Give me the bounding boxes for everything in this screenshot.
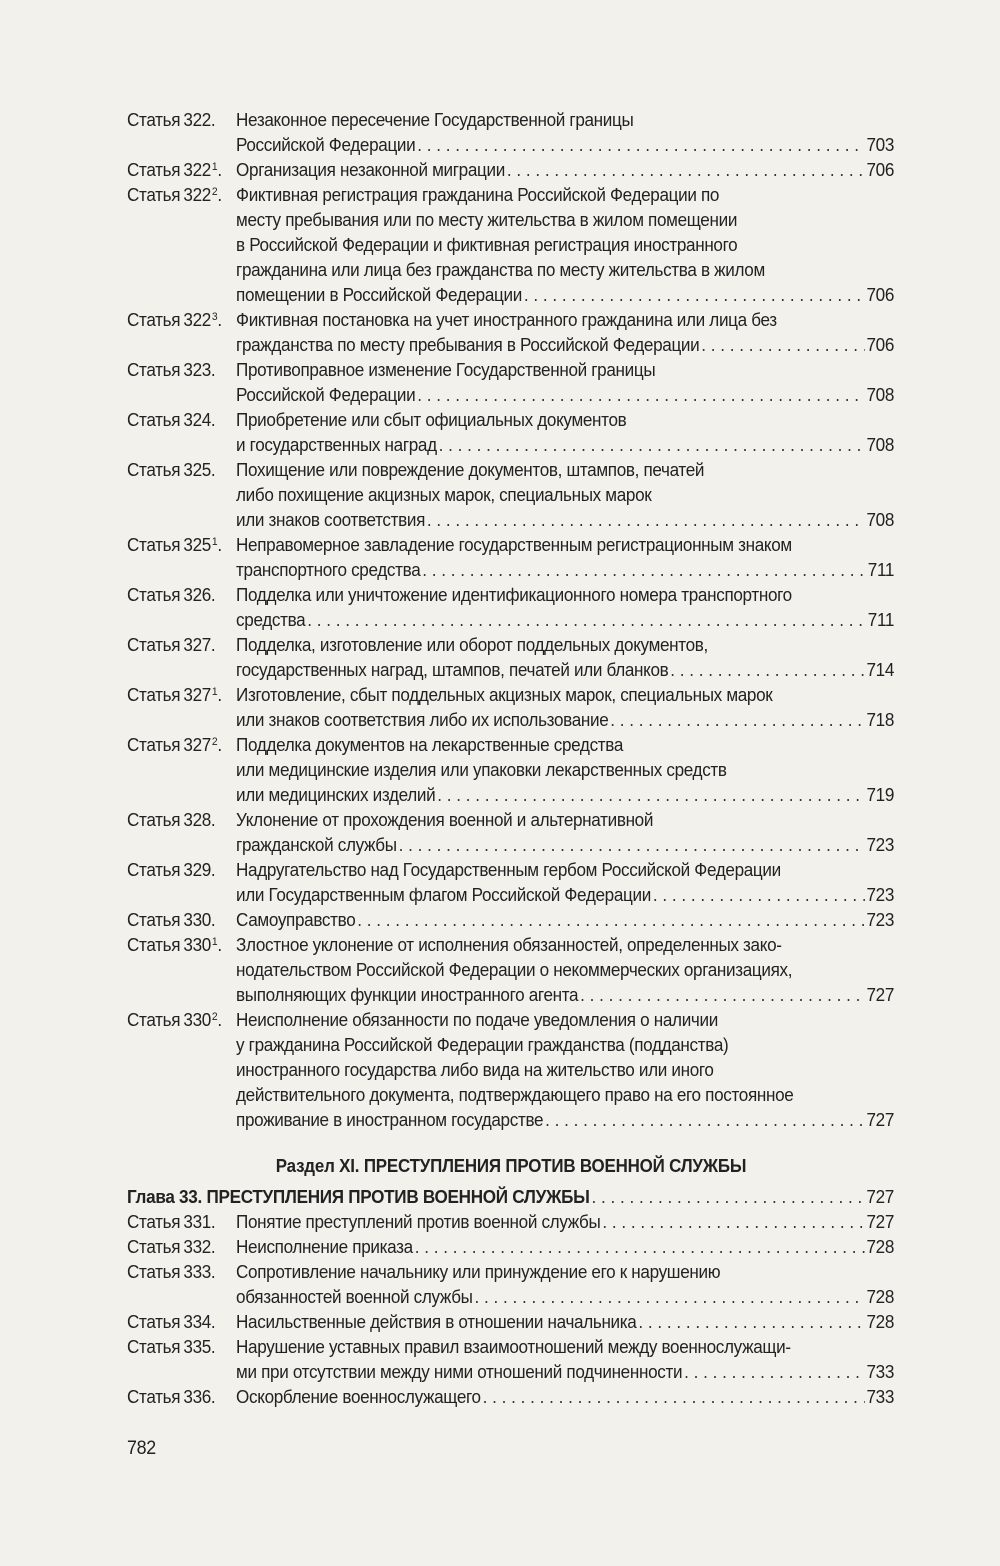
article-title xyxy=(236,533,894,583)
article-number-main: 327. xyxy=(183,635,216,655)
chapter-page: 727 xyxy=(866,1187,895,1207)
page-number: 782 xyxy=(127,1438,156,1459)
article-label: Статья xyxy=(127,810,181,830)
toc-page xyxy=(127,108,895,1410)
article-title-line: в Российской Федерации и фиктивная регистрация иностранного xyxy=(236,235,738,255)
article-title-text: или медицинских изделий xyxy=(236,785,436,805)
article-title-line: Подделка документов на лекарственные средства xyxy=(236,735,624,755)
article-title-last-line xyxy=(236,1235,894,1260)
article-number-superscript: 2 xyxy=(211,1011,218,1023)
article-title-line: Незаконное пересечение Государственной границы xyxy=(236,110,634,130)
article-number xyxy=(183,158,236,183)
page-ref: 714 xyxy=(866,660,895,680)
article-number-main: 322 xyxy=(183,160,211,180)
toc-entry[interactable] xyxy=(127,808,894,858)
article-title xyxy=(236,1235,894,1260)
article-title-last-line xyxy=(236,333,894,358)
leader-dots xyxy=(417,383,864,408)
article-number xyxy=(183,358,236,408)
leader-dots xyxy=(602,1210,864,1235)
article-title-line: Фиктивная постановка на учет иностранного гражданина или лица без xyxy=(236,310,777,330)
article-label: Статья xyxy=(127,160,181,180)
toc-entry[interactable] xyxy=(127,1310,894,1335)
article-title-text: или знаков соответствия xyxy=(236,510,426,530)
article-number xyxy=(183,858,236,908)
article-title-text: Организация незаконной миграции xyxy=(236,160,505,180)
article-number xyxy=(183,808,236,858)
page-ref: 723 xyxy=(866,835,895,855)
article-title-line: гражданина или лица без гражданства по месту жительства в жилом xyxy=(236,260,765,280)
article-number-main: 327 xyxy=(183,685,211,705)
page-ref: 719 xyxy=(866,785,895,805)
page-ref: 727 xyxy=(866,1110,895,1130)
article-number-suffix: . xyxy=(217,310,222,330)
toc-entry[interactable] xyxy=(127,308,894,358)
toc-entry[interactable] xyxy=(127,1385,894,1410)
article-number xyxy=(183,1385,236,1410)
article-title-last-line xyxy=(236,608,894,633)
section-heading: Раздел XI. ПРЕСТУПЛЕНИЯ ПРОТИВ ВОЕННОЙ СЛУЖБЫ xyxy=(275,1155,747,1176)
article-title-text: или знаков соответствия либо их использование xyxy=(236,710,609,730)
leader-dots xyxy=(701,333,864,358)
page-ref: 711 xyxy=(867,560,895,580)
article-number-superscript: 2 xyxy=(211,736,218,748)
article-number-superscript: 3 xyxy=(211,311,218,323)
article-title-line: Сопротивление начальнику или принуждение его к нарушению xyxy=(236,1262,721,1282)
toc-entry[interactable] xyxy=(127,633,894,683)
article-title-text: Оскорбление военнослужащего xyxy=(236,1387,481,1407)
page-ref: 706 xyxy=(866,335,895,355)
article-title-line: Фиктивная регистрация гражданина Российской Федерации по xyxy=(236,185,720,205)
article-label: Статья xyxy=(127,860,181,880)
page-ref: 733 xyxy=(866,1387,895,1407)
article-number-main: 322 xyxy=(183,185,211,205)
article-title-line: Похищение или повреждение документов, штампов, печатей xyxy=(236,460,705,480)
article-label: Статья xyxy=(127,460,181,480)
article-number-main: 330 xyxy=(183,1010,211,1030)
article-number-suffix: . xyxy=(217,1010,222,1030)
article-label: Статья xyxy=(127,1337,181,1357)
article-number-main: 330 xyxy=(183,935,211,955)
article-title xyxy=(236,633,894,683)
toc-entry[interactable] xyxy=(127,358,894,408)
page-ref: 728 xyxy=(866,1287,895,1307)
leader-dots xyxy=(580,983,864,1008)
article-number-main: 328. xyxy=(183,810,216,830)
toc-entry[interactable] xyxy=(127,858,894,908)
article-title-last-line xyxy=(236,1310,894,1335)
article-title xyxy=(236,358,894,408)
article-title xyxy=(236,808,894,858)
article-title xyxy=(236,1335,894,1385)
article-number xyxy=(183,933,236,1008)
leader-dots xyxy=(670,658,864,683)
article-number-main: 323. xyxy=(183,360,216,380)
article-title-line: Уклонение от прохождения военной и альтернативной xyxy=(236,810,654,830)
page-ref: 727 xyxy=(866,985,895,1005)
article-number xyxy=(183,308,236,358)
article-number xyxy=(183,1235,236,1260)
article-number xyxy=(183,408,236,458)
article-title xyxy=(236,183,894,308)
article-number-superscript: 1 xyxy=(211,536,218,548)
article-number-superscript: 1 xyxy=(211,161,218,173)
article-label: Статья xyxy=(127,535,181,555)
article-number-main: 329. xyxy=(183,860,216,880)
article-title-text: помещении в Российской Федерации xyxy=(236,285,522,305)
article-label: Статья xyxy=(127,935,181,955)
toc-entry[interactable] xyxy=(127,933,894,1008)
article-number xyxy=(183,458,236,533)
article-number-suffix: . xyxy=(217,535,222,555)
leader-dots xyxy=(507,158,865,183)
article-title xyxy=(236,1260,894,1310)
article-title-text: Российской Федерации xyxy=(236,135,416,155)
article-title xyxy=(236,1210,894,1235)
leader-dots xyxy=(399,833,865,858)
article-title-text: выполняющих функции иностранного агента xyxy=(236,985,579,1005)
article-number xyxy=(183,1335,236,1385)
leader-dots xyxy=(591,1185,864,1210)
leader-dots xyxy=(415,1235,865,1260)
article-label: Статья xyxy=(127,585,181,605)
article-number-main: 332. xyxy=(183,1237,216,1257)
article-title xyxy=(236,158,894,183)
article-title-line: Подделка, изготовление или оборот поддельных документов, xyxy=(236,635,708,655)
article-title xyxy=(236,683,894,733)
article-number-main: 330. xyxy=(183,910,216,930)
article-label: Статья xyxy=(127,410,181,430)
article-title-text: Насильственные действия в отношении начальника xyxy=(236,1312,637,1332)
article-label: Статья xyxy=(127,1387,181,1407)
article-label: Статья xyxy=(127,910,181,930)
chapter-title: Глава 33. ПРЕСТУПЛЕНИЯ ПРОТИВ ВОЕННОЙ СЛУЖБЫ xyxy=(127,1187,590,1207)
article-title-last-line xyxy=(236,1210,894,1235)
page-ref: 723 xyxy=(866,885,895,905)
leader-dots xyxy=(307,608,866,633)
article-title-line: Неисполнение обязанности по подаче уведомления о наличии xyxy=(236,1010,718,1030)
article-label: Статья xyxy=(127,1212,181,1232)
toc-entry[interactable] xyxy=(127,1210,894,1235)
leader-dots xyxy=(439,433,865,458)
toc-entry[interactable] xyxy=(127,533,894,583)
article-title-text: гражданской службы xyxy=(236,835,397,855)
page-ref: 706 xyxy=(866,285,895,305)
toc-entry[interactable] xyxy=(127,1260,894,1310)
leader-dots xyxy=(545,1108,865,1133)
article-number-main: 325 xyxy=(183,535,211,555)
article-number xyxy=(183,733,236,808)
article-title-last-line xyxy=(236,383,894,408)
page-ref: 706 xyxy=(866,160,895,180)
article-title-text: транспортного средства xyxy=(236,560,421,580)
toc-entry[interactable] xyxy=(127,108,894,158)
article-number-suffix: . xyxy=(217,685,222,705)
leader-dots xyxy=(638,1310,864,1335)
article-title-line: Злостное уклонение от исполнения обязанностей, определенных зако- xyxy=(236,935,782,955)
page-ref: 708 xyxy=(866,435,895,455)
article-number xyxy=(183,183,236,308)
article-number-suffix: . xyxy=(217,160,222,180)
article-number xyxy=(183,533,236,583)
article-title-text: проживание в иностранном государстве xyxy=(236,1110,544,1130)
article-label: Статья xyxy=(127,310,181,330)
article-title-text: обязанностей военной службы xyxy=(236,1287,473,1307)
article-number-main: 325. xyxy=(183,460,216,480)
article-title xyxy=(236,908,894,933)
article-title-last-line xyxy=(236,508,894,533)
article-label: Статья xyxy=(127,1010,181,1030)
article-title-line: Противоправное изменение Государственной границы xyxy=(236,360,656,380)
article-title-line: или медицинские изделия или упаковки лекарственных средств xyxy=(236,760,727,780)
page-ref: 728 xyxy=(866,1312,895,1332)
article-number-main: 322 xyxy=(183,310,211,330)
article-number-main: 326. xyxy=(183,585,216,605)
article-title xyxy=(236,733,894,808)
leader-dots xyxy=(475,1285,865,1310)
article-title-last-line xyxy=(236,158,894,183)
leader-dots xyxy=(483,1385,865,1410)
article-number xyxy=(183,1310,236,1335)
article-title-text: Российской Федерации xyxy=(236,385,416,405)
article-number-suffix: . xyxy=(217,735,222,755)
article-title-line: месту пребывания или по месту жительства в жилом помещении xyxy=(236,210,738,230)
article-label: Статья xyxy=(127,1237,181,1257)
article-number xyxy=(183,1008,236,1133)
toc-entry[interactable] xyxy=(127,583,894,633)
article-number xyxy=(183,683,236,733)
article-title-line: либо похищение акцизных марок, специальных марок xyxy=(236,485,652,505)
leader-dots xyxy=(357,908,864,933)
article-title-line: нодательством Российской Федерации о некоммерческих организациях, xyxy=(236,960,793,980)
article-label: Статья xyxy=(127,360,181,380)
article-number xyxy=(183,633,236,683)
article-title-text: средства xyxy=(236,610,306,630)
toc-entry[interactable] xyxy=(127,1008,894,1133)
leader-dots xyxy=(437,783,864,808)
article-title-line: Неправомерное завладение государственным регистрационным знаком xyxy=(236,535,792,555)
toc-entry[interactable] xyxy=(127,1235,894,1260)
article-title xyxy=(236,933,894,1008)
article-number xyxy=(183,908,236,933)
article-title xyxy=(236,1008,894,1133)
article-number-main: 331. xyxy=(183,1212,216,1232)
article-number xyxy=(183,1210,236,1235)
article-title-line: действительного документа, подтверждающего право на его постоянное xyxy=(236,1085,794,1105)
article-title-line: Приобретение или сбыт официальных документов xyxy=(236,410,627,430)
article-number-main: 324. xyxy=(183,410,216,430)
article-title-last-line xyxy=(236,1108,894,1133)
article-title xyxy=(236,458,894,533)
article-number-superscript: 2 xyxy=(211,186,218,198)
article-title-text: Понятие преступлений против военной службы xyxy=(236,1212,601,1232)
article-number-main: 334. xyxy=(183,1312,216,1332)
toc-entry[interactable] xyxy=(127,733,894,808)
leader-dots xyxy=(610,708,864,733)
page-ref: 708 xyxy=(866,510,895,530)
page-ref: 711 xyxy=(867,610,895,630)
article-title-last-line xyxy=(236,708,894,733)
page-ref: 733 xyxy=(866,1362,895,1382)
article-number-suffix: . xyxy=(217,935,222,955)
article-title-line: у гражданина Российской Федерации гражданства (подданства) xyxy=(236,1035,729,1055)
toc-list-chapter-32 xyxy=(127,108,895,1133)
toc-entry[interactable] xyxy=(127,683,894,733)
article-title-text: ми при отсутствии между ними отношений подчиненности xyxy=(236,1362,683,1382)
article-number-main: 336. xyxy=(183,1387,216,1407)
article-number-main: 335. xyxy=(183,1337,216,1357)
toc-entry[interactable] xyxy=(127,183,894,308)
article-title xyxy=(236,408,894,458)
article-number-superscript: 1 xyxy=(211,936,218,948)
article-title-last-line xyxy=(236,133,894,158)
article-number-main: 333. xyxy=(183,1262,216,1282)
article-title-text: Самоуправство xyxy=(236,910,356,930)
article-title-text: государственных наград, штампов, печатей или бланков xyxy=(236,660,669,680)
article-title-last-line xyxy=(236,1285,894,1310)
article-title-last-line xyxy=(236,1385,894,1410)
leader-dots xyxy=(653,883,865,908)
chapter-entry[interactable] xyxy=(127,1185,894,1210)
article-title-last-line xyxy=(236,983,894,1008)
article-number xyxy=(183,583,236,633)
article-number-superscript: 1 xyxy=(211,686,218,698)
article-title-last-line xyxy=(236,783,894,808)
article-label: Статья xyxy=(127,635,181,655)
article-title-line: Надругательство над Государственным гербом Российской Федерации xyxy=(236,860,781,880)
toc-entry[interactable] xyxy=(127,158,894,183)
article-label: Статья xyxy=(127,1312,181,1332)
article-title-line: Подделка или уничтожение идентификационного номера транспортного xyxy=(236,585,792,605)
article-number xyxy=(183,108,236,158)
leader-dots xyxy=(417,133,864,158)
article-title-last-line xyxy=(236,833,894,858)
article-title-text: или Государственным флагом Российской Федерации xyxy=(236,885,651,905)
toc-entry[interactable] xyxy=(127,408,894,458)
leader-dots xyxy=(524,283,865,308)
article-number-main: 327 xyxy=(183,735,211,755)
article-label: Статья xyxy=(127,735,181,755)
article-title-line: Нарушение уставных правил взаимоотношений между военнослужащи- xyxy=(236,1337,791,1357)
article-title xyxy=(236,583,894,633)
leader-dots xyxy=(422,558,866,583)
article-title-last-line xyxy=(236,883,894,908)
toc-entry[interactable] xyxy=(127,1335,894,1385)
article-number-suffix: . xyxy=(217,185,222,205)
article-title-last-line xyxy=(236,558,894,583)
article-title-last-line xyxy=(236,908,894,933)
page-ref: 718 xyxy=(866,710,895,730)
leader-dots xyxy=(427,508,865,533)
article-number-main: 322. xyxy=(183,110,216,130)
article-title-last-line xyxy=(236,1360,894,1385)
page-ref: 708 xyxy=(866,385,895,405)
article-label: Статья xyxy=(127,1262,181,1282)
page-ref: 723 xyxy=(866,910,895,930)
article-title-last-line xyxy=(236,283,894,308)
article-title-line: Изготовление, сбыт поддельных акцизных марок, специальных марок xyxy=(236,685,773,705)
article-title xyxy=(236,1385,894,1410)
article-title xyxy=(236,858,894,908)
article-title-line: иностранного государства либо вида на жительство или иного xyxy=(236,1060,714,1080)
leader-dots xyxy=(684,1360,865,1385)
toc-list-chapter-33 xyxy=(127,1210,895,1410)
article-title xyxy=(236,1310,894,1335)
article-title-last-line xyxy=(236,433,894,458)
page-ref: 703 xyxy=(866,135,895,155)
article-label: Статья xyxy=(127,110,181,130)
page-ref: 727 xyxy=(866,1212,895,1232)
article-title-text: гражданства по месту пребывания в Российской Федерации xyxy=(236,335,700,355)
article-title-last-line xyxy=(236,658,894,683)
page-ref: 728 xyxy=(866,1237,895,1257)
article-number xyxy=(183,1260,236,1310)
article-title-text: Неисполнение приказа xyxy=(236,1237,413,1257)
article-label: Статья xyxy=(127,685,181,705)
toc-entry[interactable] xyxy=(127,458,894,533)
article-title-text: и государственных наград xyxy=(236,435,437,455)
article-title xyxy=(236,108,894,158)
article-title xyxy=(236,308,894,358)
toc-entry[interactable] xyxy=(127,908,894,933)
article-label: Статья xyxy=(127,185,181,205)
